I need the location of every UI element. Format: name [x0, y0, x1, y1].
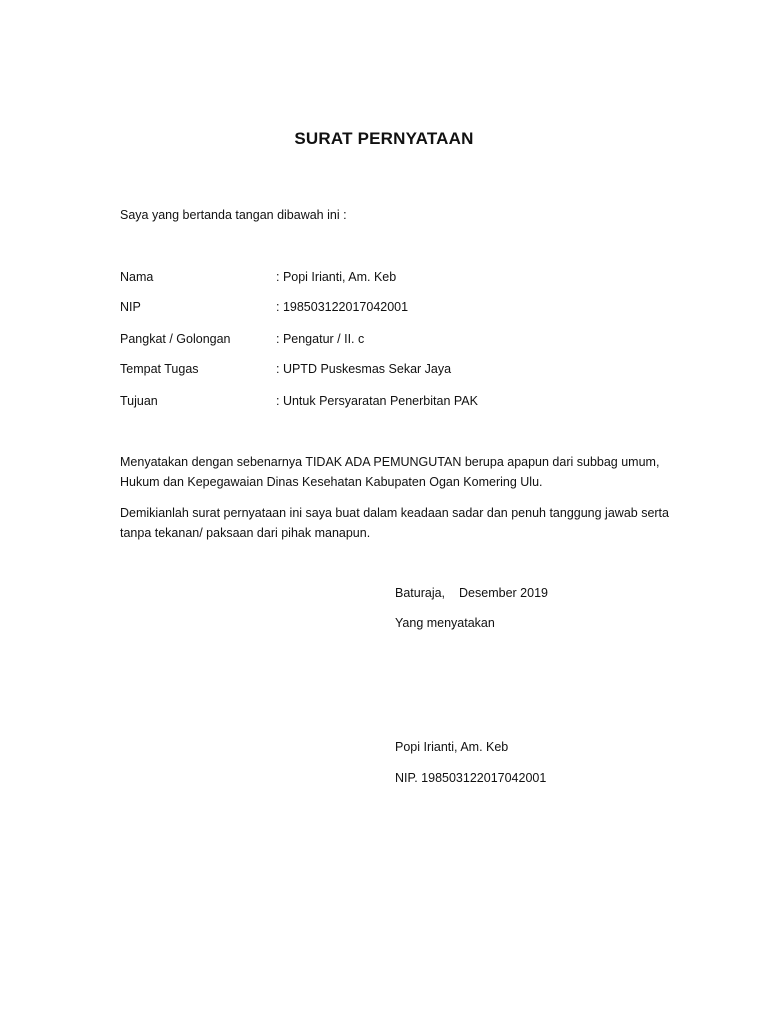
- declarant-label: Yang menyatakan: [395, 616, 495, 630]
- signature-date: Desember 2019: [459, 586, 548, 600]
- field-value-tempat-tugas: : UPTD Puskesmas Sekar Jaya: [276, 362, 452, 376]
- signature-place: Baturaja,: [395, 586, 446, 600]
- intro-text: Saya yang bertanda tangan dibawah ini :: [120, 208, 347, 222]
- field-value-pangkat: : Pengatur / II. c: [276, 332, 365, 346]
- signer-name: Popi Irianti, Am. Keb: [395, 740, 509, 754]
- field-value-nama: : Popi Irianti, Am. Keb: [276, 270, 397, 284]
- field-label-nama: Nama: [120, 270, 154, 284]
- signer-nip: NIP. 198503122017042001: [395, 771, 547, 785]
- field-label-pangkat: Pangkat / Golongan: [120, 332, 231, 346]
- statement-paragraph: Menyatakan dengan sebenarnya TIDAK ADA PEMUNGUTAN berupa apapun dari subbag umum, Hukum dan Kepegawaian Dinas Kesehatan Kabupaten Ogan Komering Ulu.: [120, 455, 660, 489]
- field-label-nip: NIP: [120, 300, 141, 314]
- closing-paragraph: Demikianlah surat pernyataan ini saya buat dalam keadaan sadar dan penuh tanggung jawab serta tanpa tekanan/ paksaan dari pihak manapun.: [120, 506, 669, 540]
- field-label-tujuan: Tujuan: [120, 394, 158, 408]
- field-value-tujuan: : Untuk Persyaratan Penerbitan PAK: [276, 394, 478, 408]
- place-date-line: [395, 585, 548, 601]
- document-title: SURAT PERNYATAAN: [294, 129, 474, 148]
- field-value-nip: : 198503122017042001: [276, 300, 409, 314]
- field-label-tempat-tugas: Tempat Tugas: [120, 362, 199, 376]
